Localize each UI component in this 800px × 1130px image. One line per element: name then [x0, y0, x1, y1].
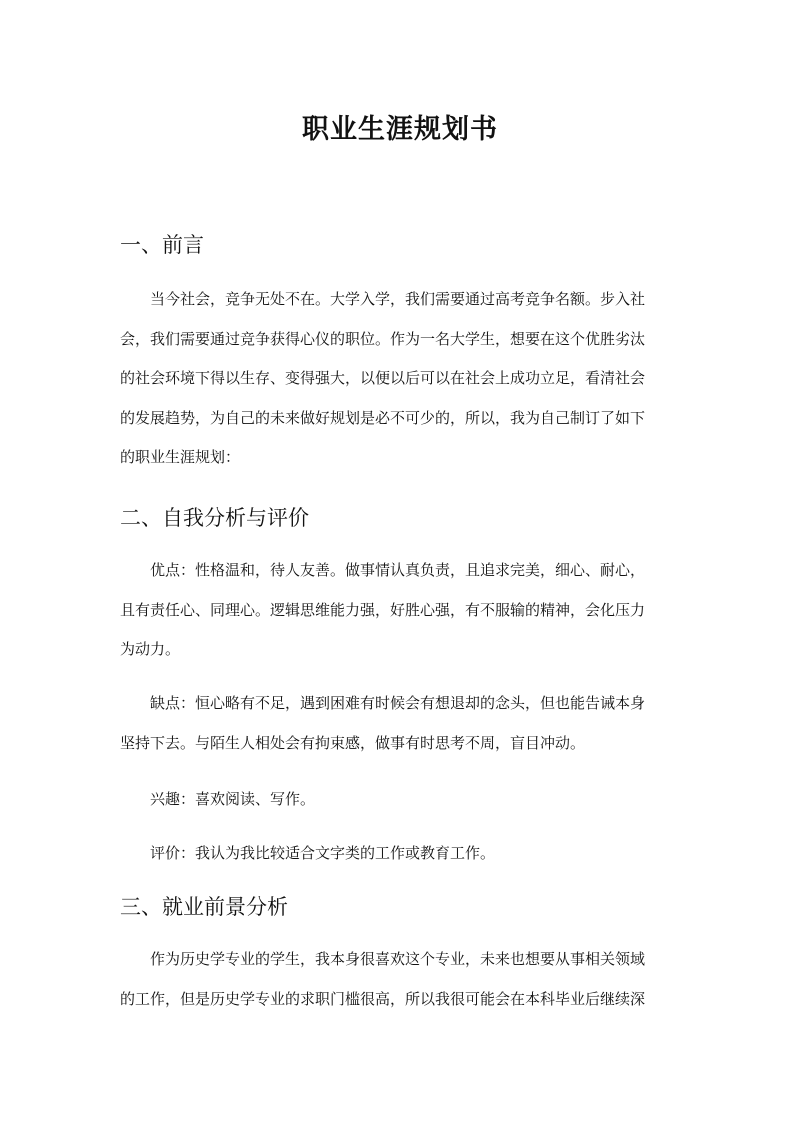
paragraph-line: 的职业生涯规划： [120, 448, 241, 466]
paragraph-line: 评价：我认为我比较适合文字类的工作或教育工作。 [150, 844, 496, 862]
section-heading-employment-outlook: 三、就业前景分析 [120, 895, 288, 919]
paragraph-evaluation [120, 834, 682, 874]
paragraph-line: 坚持下去。与陌生人相处会有拘束感，做事有时思考不周，盲目冲动。 [120, 733, 586, 752]
paragraph-line: 兴趣：喜欢阅读、写作。 [150, 790, 316, 808]
paragraph-line: 优点：性格温和，待人友善。做事情认真负责，且追求完美，细心、耐心， [150, 561, 646, 579]
paragraph-line: 缺点：恒心略有不足，遇到困难有时候会有想退却的念头，但也能告诫本身 [150, 694, 646, 712]
paragraph-line: 会，我们需要通过竞争获得心仪的职位。作为一名大学生，想要在这个优胜劣汰 [120, 329, 646, 348]
paragraph-line: 的工作，但是历史学专业的求职门槛很高，所以我很可能会在本科毕业后继续深 [120, 989, 646, 1008]
paragraph-line: 且有责任心、同理心。逻辑思维能力强，好胜心强，有不服输的精神，会化压力 [120, 600, 646, 619]
paragraph-line: 当今社会，竞争无处不在。大学入学，我们需要通过高考竞争名额。步入社 [150, 290, 646, 308]
section-heading-preface: 一、前言 [120, 233, 204, 257]
paragraph-line: 作为历史学专业的学生，我本身很喜欢这个专业，未来也想要从事相关领域 [150, 950, 646, 968]
paragraph-employment [120, 940, 682, 1019]
paragraph-line: 的发展趋势，为自己的未来做好规划是必不可少的，所以，我为自己制订了如下 [120, 408, 646, 427]
paragraph-strengths [120, 551, 682, 670]
paragraph-preface [120, 280, 682, 478]
document-title: 职业生涯规划书 [302, 114, 498, 145]
paragraph-interests [120, 780, 682, 820]
paragraph-line: 的社会环境下得以生存、变得强大，以便以后可以在社会上成功立足，看清社会 [120, 369, 646, 387]
section-heading-self-analysis: 二、自我分析与评价 [120, 506, 309, 530]
paragraph-line: 为动力。 [120, 640, 181, 658]
paragraph-weaknesses [120, 684, 682, 763]
